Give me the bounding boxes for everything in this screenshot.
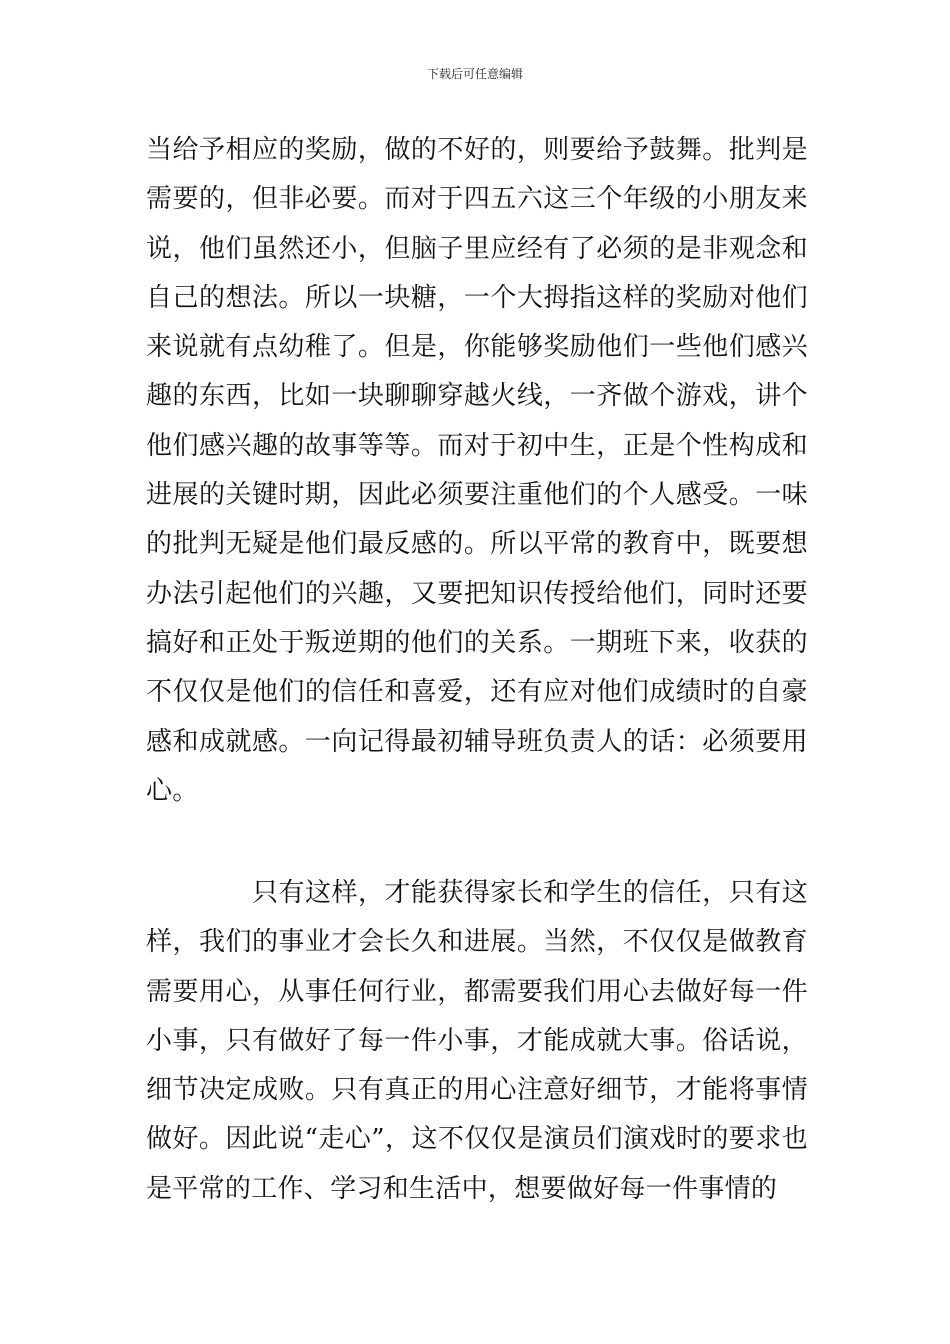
paragraph-2: 只有这样，才能获得家长和学生的信任，只有这样，我们的事业才会长久和进展。当然，不仅仅是做教育需要用心，从事任何行业，都需要我们用心去做好每一件小事，只有做好了每一件小事，才能成就大事。俗话说，细节决定成败。只有真正的用心注意好细节，才能将事情做好。因此说“走心”，这不仅仅是演员们演戏时的要求也是平常的工作、学习和生活中，想要做好每一件事情的 <box>146 878 808 1204</box>
paragraph-1: 当给予相应的奖励，做的不好的，则要给予鼓舞。批判是需要的，但非必要。而对于四五六这三个年级的小朋友来说，他们虽然还小，但脑子里应经有了必须的是非观念和自己的想法。所以一块糖，一个大拇指这样的奖励对他们来说就有点幼稚了。但是，你能够奖励他们一些他们感兴趣的东西，比如一块聊聊穿越火线，一齐做个游戏，讲个他们感兴趣的故事等等。而对于初中生，正是个性构成和进展的关键时期，因此必须要注重他们的个人感受。一味的批判无疑是他们最反感的。所以平常的教育中，既要想办法引起他们的兴趣，又要把知识传授给他们，同时还要搞好和正处于叛逆期的他们的关系。一期班下来，收获的不仅仅是他们的信任和喜爱，还有应对他们成绩时的自豪感和成就感。一向记得最初辅导班负责人的话：必须要用心。 <box>146 135 808 806</box>
document-body-section-2 <box>146 869 808 1214</box>
page-header-note: 下载后可任意编辑 <box>426 67 523 81</box>
document-body-section-1 <box>146 126 808 816</box>
